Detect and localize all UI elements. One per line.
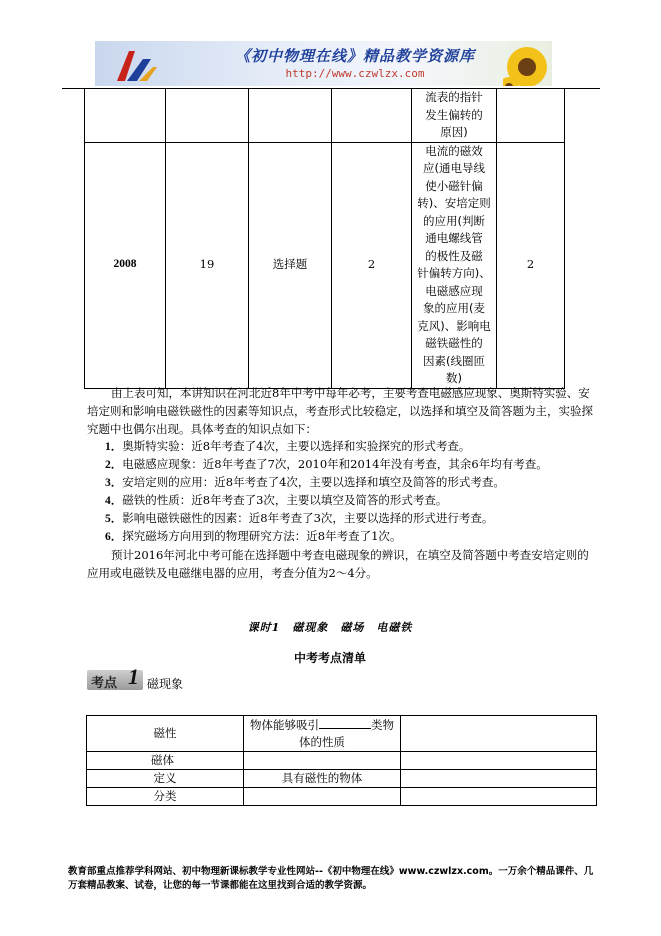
forecast-paragraph: 预计2016年河北中考可能在选择题中考查电磁现象的辨识，在填空及简答题中考查安培定则的应用或电磁铁及电磁继电器的应用，考查分值为2～4分。 <box>87 548 589 580</box>
item-text: 探究磁场方向用到的物理研究方法：近8年考查了1次。 <box>122 529 402 543</box>
cell-line: 磁铁磁性的 <box>425 336 483 350</box>
item-number: 2． <box>105 459 123 471</box>
page-footer: 教育部重点推荐学科网站、初中物理新课标教学专业性网站--《初中物理在线》www.czwlzx.com。一万余个精品课件、几万套精品教案、试卷，让您的每一节课都能在这里找到合适的教学资源。 <box>68 866 594 891</box>
cell-line: 使小磁针偏 <box>425 178 483 193</box>
cell-knowledge-points <box>412 89 497 143</box>
list-item <box>105 527 595 546</box>
list-item <box>105 455 595 474</box>
list-item <box>105 437 595 456</box>
lesson-title: 课时1 磁现象 磁场 电磁铁 <box>247 621 413 634</box>
desc-after: 类物 <box>371 717 394 732</box>
cell-line: 原因) <box>440 125 468 139</box>
fill-blank[interactable] <box>319 717 371 729</box>
cell-term: 分类 <box>87 788 244 806</box>
table-row <box>87 770 597 788</box>
table-row <box>87 788 597 806</box>
item-number: 4． <box>105 495 123 507</box>
cell-line: 象的应用(麦 <box>423 301 485 315</box>
cell-line <box>244 717 400 734</box>
cell-line: 转)、安培定则 <box>417 196 491 210</box>
section-title: 中考考点清单 <box>293 651 366 665</box>
cell-line: 应(通电导线 <box>423 161 485 175</box>
item-text: 磁铁的性质：近8年考查了3次，主要以填空及简答的形式考查。 <box>122 493 448 507</box>
cell-points <box>497 89 565 143</box>
cell-line: 电磁感应现 <box>425 283 483 298</box>
cell-line: 发生偏转的 <box>425 107 483 122</box>
item-text: 奥斯特实验：近8年考查了4次，主要以选择和实验探究的形式考查。 <box>122 439 471 453</box>
cell-line: 电流的磁效 <box>425 143 483 158</box>
cell-points: 2 <box>497 142 565 388</box>
kaodian-label: 磁现象 <box>147 677 184 691</box>
cell-empty <box>401 788 597 806</box>
cell-description <box>244 752 401 770</box>
header-banner <box>95 41 552 86</box>
cell-question-number <box>166 89 249 143</box>
item-text: 电磁感应现象：近8年考查了7次，2010年和2014年没有考查，其余6年均有考查。 <box>122 457 548 471</box>
magnetism-table <box>86 715 597 806</box>
cell-line: 因素(线圈匝 <box>423 353 485 368</box>
cell-line: 体的性质 <box>299 734 345 749</box>
cell-term: 定义 <box>87 770 244 788</box>
item-number: 3． <box>105 477 123 489</box>
cell-line: 流表的指针 <box>425 90 483 104</box>
cell-score <box>332 89 412 143</box>
site-logo-icon <box>113 45 159 85</box>
item-number: 5． <box>105 513 123 525</box>
cell-line: 克风)、影响电 <box>417 318 491 333</box>
sunflower-icon <box>503 43 551 86</box>
item-text: 影响电磁铁磁性的因素：近8年考查了3次，主要以选择的形式进行考查。 <box>122 511 494 525</box>
cell-year <box>85 89 166 143</box>
cell-description <box>244 788 401 806</box>
cell-empty <box>401 752 597 770</box>
kaodian-prefix: 考点 <box>91 676 118 691</box>
item-text: 安培定则的应用：近8年考查了4次，主要以选择和填空及简答的形式考查。 <box>122 475 505 489</box>
cell-description <box>244 716 401 752</box>
table-row <box>87 752 597 770</box>
cell-line: 针偏转方向)、 <box>417 266 491 280</box>
list-item <box>105 491 595 510</box>
desc-before: 物体能够吸引 <box>250 717 319 732</box>
cell-question-type: 选择题 <box>249 142 332 388</box>
cell-empty <box>401 716 597 752</box>
list-item <box>105 473 595 492</box>
cell-line: 通电螺线管 <box>425 231 483 245</box>
cell-term: 磁性 <box>87 716 244 752</box>
cell-question-number: 19 <box>166 142 249 388</box>
table-row <box>85 142 565 388</box>
cell-line: 的应用(判断 <box>423 213 485 228</box>
cell-score: 2 <box>332 142 412 388</box>
cell-question-type <box>249 89 332 143</box>
banner-url[interactable]: http://www.czwlzx.com <box>285 67 425 80</box>
cell-knowledge-points <box>412 142 497 388</box>
cell-line: 数) <box>446 371 462 385</box>
exam-stats-table <box>84 88 565 389</box>
intro-paragraph: 由上表可知，本讲知识在河北近8年中考中每年必考，主要考查电磁感应现象、奥斯特实验、安培定则和影响电磁铁磁性的因素等知识点，考查形式比较稳定，以选择和填空及简答题为主，实验探究题中也偶尔出现。具体考查的知识点如下： <box>87 386 593 436</box>
table-row <box>87 716 597 752</box>
item-number: 1． <box>105 441 123 453</box>
banner-title: 《初中物理在线》精品教学资源库 <box>234 47 475 65</box>
table-row <box>85 89 565 143</box>
cell-line: 的极性及磁 <box>425 248 483 263</box>
kaodian-number: 1 <box>128 664 139 689</box>
cell-year: 2008 <box>85 142 166 388</box>
list-item <box>105 509 595 528</box>
item-number: 6． <box>105 531 123 543</box>
cell-term: 磁体 <box>87 752 244 770</box>
cell-empty <box>401 770 597 788</box>
cell-description: 具有磁性的物体 <box>244 770 401 788</box>
